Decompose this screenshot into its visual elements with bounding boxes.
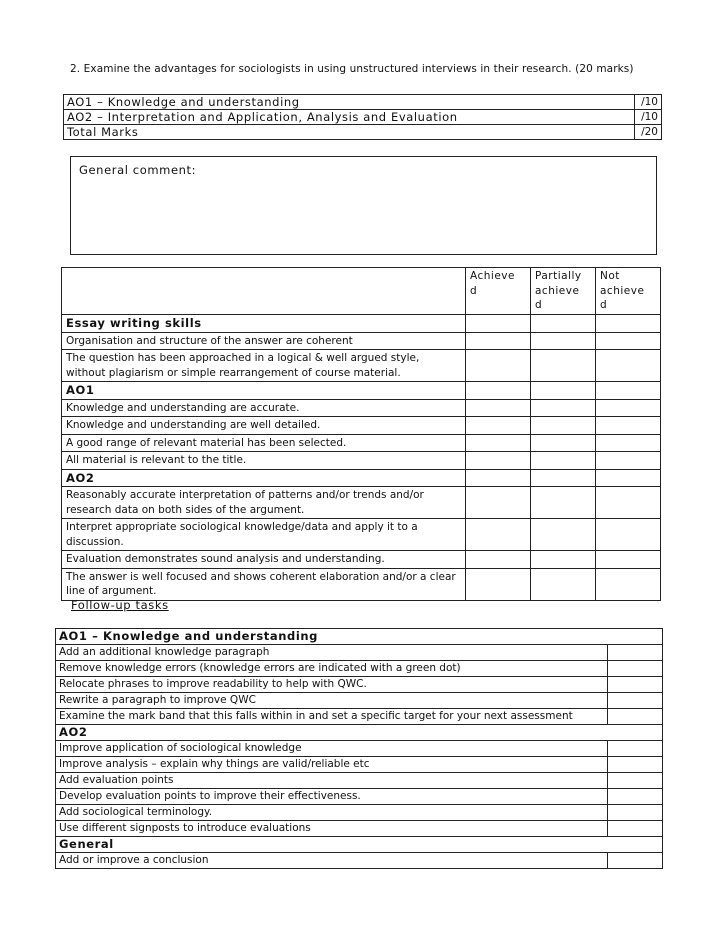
criteria-header-row bbox=[62, 268, 661, 315]
rating-cell[interactable] bbox=[596, 519, 661, 551]
header-line: Not bbox=[600, 270, 620, 282]
criteria-section-row bbox=[62, 315, 661, 333]
rating-cell[interactable] bbox=[531, 469, 596, 487]
general-comment-label: General comment: bbox=[79, 163, 197, 177]
rating-cell[interactable] bbox=[531, 434, 596, 452]
rating-cell[interactable] bbox=[596, 399, 661, 417]
header-line: d bbox=[470, 284, 478, 297]
criteria-text: The question has been approached in a logical & well argued style, without plagiarism or simple rearrangement of course material. bbox=[62, 350, 466, 382]
criteria-row bbox=[62, 332, 661, 350]
task-check-cell[interactable] bbox=[608, 645, 663, 661]
rating-cell[interactable] bbox=[531, 551, 596, 569]
rating-cell[interactable] bbox=[596, 469, 661, 487]
task-row bbox=[56, 645, 663, 661]
header-line: achieve bbox=[535, 284, 580, 297]
score-marks: /20 bbox=[635, 125, 662, 140]
criteria-row bbox=[62, 452, 661, 470]
rating-cell[interactable] bbox=[596, 487, 661, 519]
task-check-cell[interactable] bbox=[608, 693, 663, 709]
task-check-cell[interactable] bbox=[608, 661, 663, 677]
score-row-ao2 bbox=[64, 110, 662, 125]
task-section-title: AO1 – Knowledge and understanding bbox=[56, 629, 663, 645]
task-text: Add evaluation points bbox=[56, 773, 608, 789]
task-section-row bbox=[56, 837, 663, 853]
criteria-text: Knowledge and understanding are well detailed. bbox=[62, 417, 466, 435]
header-partially-achieved bbox=[531, 268, 596, 315]
criteria-text: A good range of relevant material has been selected. bbox=[62, 434, 466, 452]
task-check-cell[interactable] bbox=[608, 789, 663, 805]
task-check-cell[interactable] bbox=[608, 757, 663, 773]
criteria-section-title: Essay writing skills bbox=[62, 315, 466, 333]
task-row bbox=[56, 821, 663, 837]
header-line: d bbox=[535, 299, 543, 311]
rating-cell[interactable] bbox=[596, 417, 661, 435]
criteria-text: Organisation and structure of the answer are coherent bbox=[62, 332, 466, 350]
rating-cell[interactable] bbox=[596, 382, 661, 400]
rating-cell[interactable] bbox=[531, 350, 596, 382]
header-achieved bbox=[466, 268, 531, 315]
task-check-cell[interactable] bbox=[608, 773, 663, 789]
task-text: Use different signposts to introduce evaluations bbox=[56, 821, 608, 837]
general-comment-box[interactable] bbox=[70, 156, 657, 255]
rating-cell[interactable] bbox=[466, 417, 531, 435]
rating-cell[interactable] bbox=[466, 487, 531, 519]
rating-cell[interactable] bbox=[596, 315, 661, 333]
criteria-row bbox=[62, 434, 661, 452]
criteria-row bbox=[62, 399, 661, 417]
rating-cell[interactable] bbox=[531, 417, 596, 435]
criteria-header-blank bbox=[62, 268, 466, 315]
rating-cell[interactable] bbox=[531, 487, 596, 519]
criteria-text: Evaluation demonstrates sound analysis and understanding. bbox=[62, 551, 466, 569]
criteria-text: Knowledge and understanding are accurate. bbox=[62, 399, 466, 417]
score-row-total bbox=[64, 125, 662, 140]
rating-cell[interactable] bbox=[466, 519, 531, 551]
question-text: 2. Examine the advantages for sociologists in using unstructured interviews in their research. (20 marks) bbox=[70, 63, 634, 75]
rating-cell[interactable] bbox=[531, 315, 596, 333]
task-section-title: AO2 bbox=[56, 725, 663, 741]
task-text: Add sociological terminology. bbox=[56, 805, 608, 821]
rating-cell[interactable] bbox=[531, 382, 596, 400]
rating-cell[interactable] bbox=[466, 551, 531, 569]
rating-cell[interactable] bbox=[596, 568, 661, 600]
task-row bbox=[56, 805, 663, 821]
task-text: Improve application of sociological knowledge bbox=[56, 741, 608, 757]
task-row bbox=[56, 693, 663, 709]
criteria-text: Reasonably accurate interpretation of patterns and/or trends and/or research data on both sides of the argument. bbox=[62, 487, 466, 519]
criteria-row bbox=[62, 350, 661, 382]
rating-cell[interactable] bbox=[531, 568, 596, 600]
rating-cell[interactable] bbox=[466, 332, 531, 350]
criteria-row bbox=[62, 551, 661, 569]
rating-cell[interactable] bbox=[466, 350, 531, 382]
header-line: d bbox=[600, 299, 608, 311]
criteria-row bbox=[62, 417, 661, 435]
criteria-section-row bbox=[62, 469, 661, 487]
criteria-section-title: AO1 bbox=[62, 382, 466, 400]
follow-up-title: Follow-up tasks bbox=[71, 598, 169, 612]
task-row bbox=[56, 661, 663, 677]
rating-cell[interactable] bbox=[531, 332, 596, 350]
rating-cell[interactable] bbox=[466, 315, 531, 333]
rating-cell[interactable] bbox=[466, 452, 531, 470]
criteria-row bbox=[62, 519, 661, 551]
task-check-cell[interactable] bbox=[608, 853, 663, 869]
follow-up-tasks-table bbox=[55, 628, 663, 869]
task-text: Remove knowledge errors (knowledge errors are indicated with a green dot) bbox=[56, 661, 608, 677]
task-row bbox=[56, 757, 663, 773]
task-check-cell[interactable] bbox=[608, 677, 663, 693]
criteria-row bbox=[62, 487, 661, 519]
task-text: Examine the mark band that this falls within in and set a specific target for your next assessment bbox=[56, 709, 608, 725]
task-row bbox=[56, 709, 663, 725]
rating-cell[interactable] bbox=[531, 399, 596, 417]
rating-cell[interactable] bbox=[596, 551, 661, 569]
rating-cell[interactable] bbox=[596, 332, 661, 350]
task-row bbox=[56, 789, 663, 805]
rating-cell[interactable] bbox=[466, 469, 531, 487]
task-text: Rewrite a paragraph to improve QWC bbox=[56, 693, 608, 709]
rating-cell[interactable] bbox=[531, 452, 596, 470]
task-row bbox=[56, 773, 663, 789]
score-label: AO1 – Knowledge and understanding bbox=[64, 95, 635, 110]
score-marks: /10 bbox=[635, 95, 662, 110]
task-text: Add an additional knowledge paragraph bbox=[56, 645, 608, 661]
task-text: Improve analysis – explain why things are valid/reliable etc bbox=[56, 757, 608, 773]
task-section-row bbox=[56, 629, 663, 645]
criteria-row bbox=[62, 568, 661, 600]
score-label: AO2 – Interpretation and Application, Analysis and Evaluation bbox=[64, 110, 635, 125]
task-text: Add or improve a conclusion bbox=[56, 853, 608, 869]
task-row bbox=[56, 741, 663, 757]
score-marks: /10 bbox=[635, 110, 662, 125]
score-label: Total Marks bbox=[64, 125, 635, 140]
rating-cell[interactable] bbox=[466, 382, 531, 400]
criteria-text: All material is relevant to the title. bbox=[62, 452, 466, 470]
header-line: achieve bbox=[600, 284, 645, 297]
rating-cell[interactable] bbox=[596, 452, 661, 470]
criteria-section-title: AO2 bbox=[62, 469, 466, 487]
task-text: Relocate phrases to improve readability to help with QWC. bbox=[56, 677, 608, 693]
rating-cell[interactable] bbox=[596, 434, 661, 452]
task-check-cell[interactable] bbox=[608, 805, 663, 821]
task-check-cell[interactable] bbox=[608, 709, 663, 725]
rating-cell[interactable] bbox=[466, 399, 531, 417]
score-table bbox=[63, 94, 662, 140]
rating-cell[interactable] bbox=[466, 434, 531, 452]
header-line: Achieve bbox=[470, 270, 515, 282]
criteria-text: Interpret appropriate sociological knowledge/data and apply it to a discussion. bbox=[62, 519, 466, 551]
header-line: Partially bbox=[535, 270, 582, 282]
criteria-table bbox=[61, 267, 661, 601]
task-section-title: General bbox=[56, 837, 663, 853]
task-text: Develop evaluation points to improve their effectiveness. bbox=[56, 789, 608, 805]
rating-cell[interactable] bbox=[531, 519, 596, 551]
criteria-text: The answer is well focused and shows coherent elaboration and/or a clear line of argument. bbox=[62, 568, 466, 600]
score-row-ao1 bbox=[64, 95, 662, 110]
task-row bbox=[56, 853, 663, 869]
header-not-achieved bbox=[596, 268, 661, 315]
task-check-cell[interactable] bbox=[608, 821, 663, 837]
task-section-row bbox=[56, 725, 663, 741]
rating-cell[interactable] bbox=[466, 568, 531, 600]
task-check-cell[interactable] bbox=[608, 741, 663, 757]
criteria-section-row bbox=[62, 382, 661, 400]
task-row bbox=[56, 677, 663, 693]
rating-cell[interactable] bbox=[596, 350, 661, 382]
